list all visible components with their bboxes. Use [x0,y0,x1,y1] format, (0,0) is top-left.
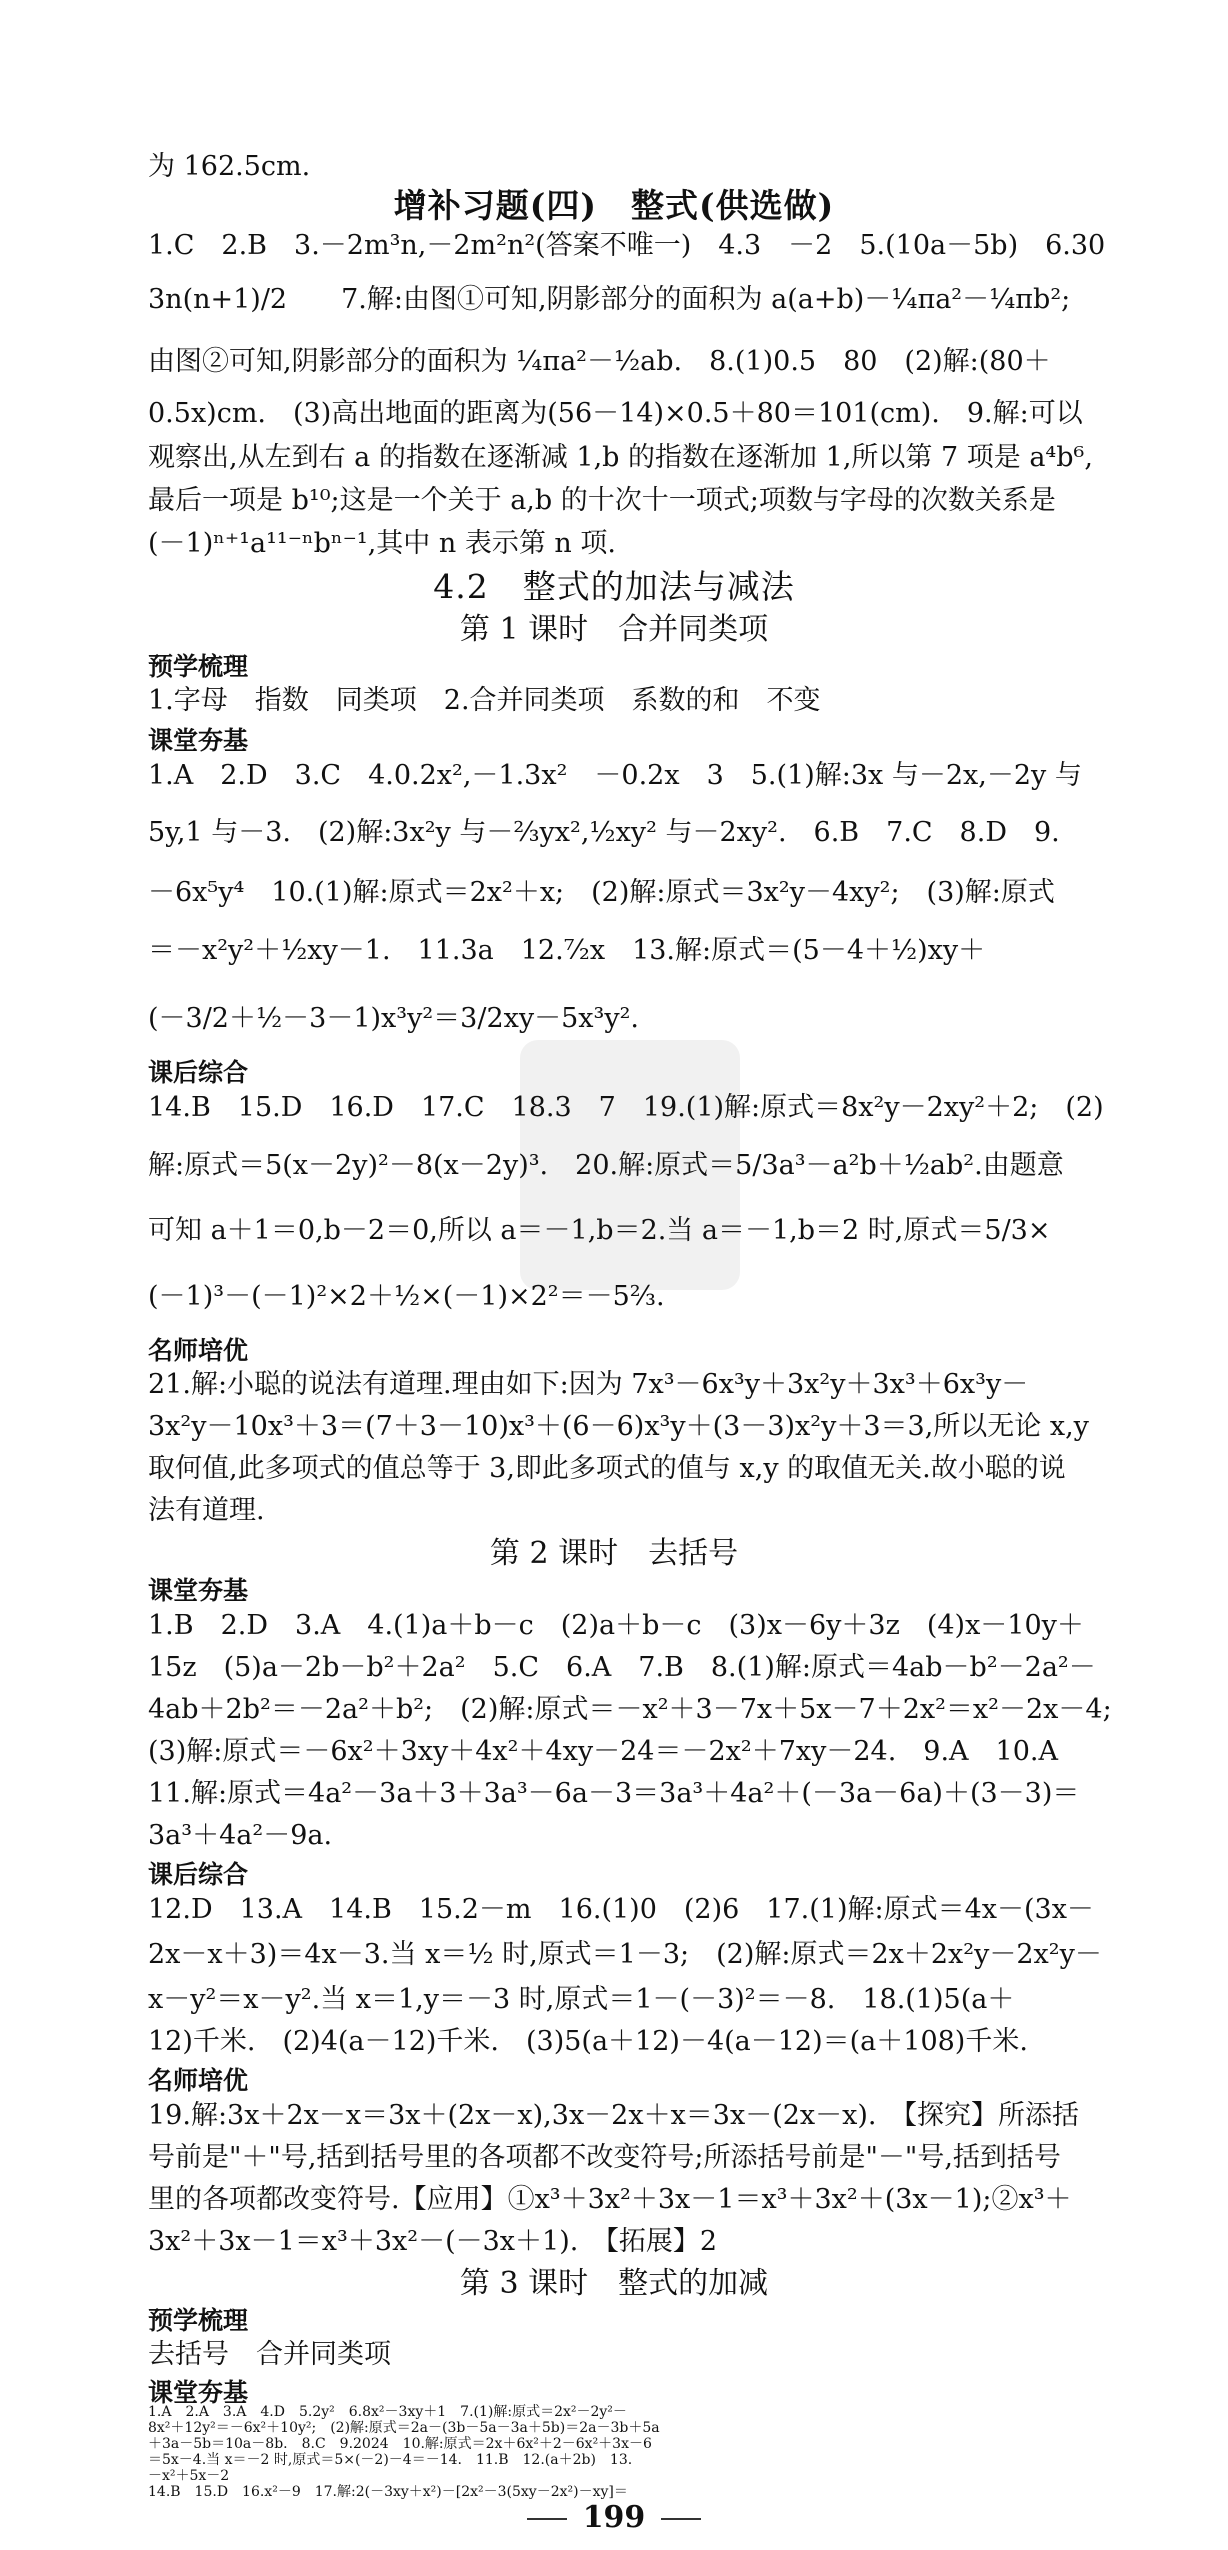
text-line: 里的各项都改变符号.【应用】①x³＋3x²＋3x－1＝x³＋3x²＋(3x－1);②x³＋ [148,2184,1072,2215]
text-line: 3x²＋3x－1＝x³＋3x²－(－3x＋1). 【拓展】2 [148,2226,718,2257]
page-number-dash-right [661,2518,701,2520]
text-line: 1.A 2.A 3.A 4.D 5.2y² 6.8x²－3xy＋1 7.(1)解:原式＝2x²－2y²－ [148,2404,627,2420]
text-line: 11.解:原式＝4a²－3a＋3＋3a³－6a－3＝3a³＋4a²＋(－3a－6a)＋(3－3)＝ [148,1778,1080,1809]
text-line: 取何值,此多项式的值总等于 3,即此多项式的值与 x,y 的取值无关.故小聪的说 [148,1453,1066,1484]
text-line: (－1)³－(－1)²×2＋½×(－1)×2²＝－5⅔. [148,1281,665,1312]
text-line: 19.解:3x＋2x－x＝3x＋(2x－x),3x－2x＋x＝3x－(2x－x). 【探究】所添括 [148,2100,1079,2131]
text-line: 15z (5)a－2b－b²＋2a² 5.C 6.A 7.B 8.(1)解:原式＝4ab－b²－2a²－ [148,1652,1096,1683]
text-line: 可知 a＋1＝0,b－2＝0,所以 a＝－1,b＝2.当 a＝－1,b＝2 时,原式＝5/3× [148,1215,1051,1246]
page-number-dash-left [527,2518,567,2520]
text-line: 去括号 合并同类项 [148,2339,391,2370]
text-line: 3a³＋4a²－9a. [148,1820,333,1851]
text-line: 解:原式＝5(x－2y)²－8(x－2y)³. 20.解:原式＝5/3a³－a²b＋½ab².由题意 [148,1150,1064,1181]
text-line: 14.B 15.D 16.D 17.C 18.3 7 19.(1)解:原式＝8x²y－2xy²＋2; (2) [148,1092,1104,1123]
text-line: 1.字母 指数 同类项 2.合并同类项 系数的和 不变 [148,685,821,716]
text-line: 4ab＋2b²＝－2a²＋b²; (2)解:原式＝－x²＋3－7x＋5x－7＋2x²＝x²－2x－4; [148,1694,1112,1725]
text-line: ＋3a－5b＝10a－8b. 8.C 9.2024 10.解:原式＝2x＋6x²＋2－6x²＋3x－6 [148,2436,652,2452]
page-number-text: 199 [582,2500,646,2535]
text-line: 0.5x)cm. (3)高出地面的距离为(56－14)×0.5＋80＝101(cm). 9.解:可以 [148,398,1083,429]
text-line: (3)解:原式＝－6x²＋3xy＋4x²＋4xy－24＝－2x²＋7xy－24. 9.A 10.A [148,1736,1058,1767]
text-line: －x²＋5x－2 [148,2468,230,2484]
text-line: 1.A 2.D 3.C 4.0.2x²,－1.3x² －0.2x 3 5.(1)解:3x 与－2x,－2y 与 [148,760,1082,791]
text-line: ＝－x²y²＋½xy－1. 11.3a 12.⁷⁄₂x 13.解:原式＝(5－4＋½)xy＋ [148,935,986,966]
label-classroom: 课堂夯基 [148,2378,249,2407]
label-after-class: 课后综合 [148,1058,249,1087]
text-line: 2x－x＋3)＝4x－3.当 x＝½ 时,原式＝1－3; (2)解:原式＝2x＋2x²y－2x²y－ [148,1939,1102,1970]
text-line: 1.C 2.B 3.－2m³n,－2m²n²(答案不唯一) 4.3 －2 5.(10a－5b) 6.30 [148,230,1106,261]
text-line: 21.解:小聪的说法有道理.理由如下:因为 7x³－6x³y＋3x²y＋3x³＋6x³y－ [148,1369,1029,1400]
lesson-heading: 第 1 课时 合并同类项 [459,612,769,647]
text-line: 号前是"＋"号,括到括号里的各项都不改变符号;所添括号前是"－"号,括到括号 [148,2142,1061,2173]
page-number [0,2500,1228,2535]
text-line: (－1)ⁿ⁺¹a¹¹⁻ⁿbⁿ⁻¹,其中 n 表示第 n 项. [148,528,616,559]
text-line: 为 162.5cm. [148,151,311,182]
label-classroom: 课堂夯基 [148,726,249,755]
text-line: 观察出,从左到右 a 的指数在逐渐减 1,b 的指数在逐渐加 1,所以第 7 项是 a⁴b⁶, [148,442,1093,473]
text-line: ＝5x－4.当 x＝－2 时,原式＝5×(－2)－4＝－14. 11.B 12.(a＋2b) 13. [148,2452,633,2468]
lesson-heading: 第 2 课时 去括号 [489,1536,739,1571]
text-line: 3n(n+1)/2 7.解:由图①可知,阴影部分的面积为 a(a+b)－¼πa²－¼πb²; [148,284,1071,315]
text-line: 最后一项是 b¹⁰;这是一个关于 a,b 的十次十一项式;项数与字母的次数关系是 [148,485,1056,516]
label-after-class: 课后综合 [148,1860,249,1889]
text-line: 由图②可知,阴影部分的面积为 ¼πa²－½ab. 8.(1)0.5 80 (2)解:(80＋ [148,346,1051,377]
text-line: x－y²＝x－y².当 x＝1,y＝－3 时,原式＝1－(－3)²＝－8. 18.(1)5(a＋ [148,1984,1015,2015]
text-line: (－3/2＋½－3－1)x³y²＝3/2xy－5x³y². [148,1003,639,1034]
lesson-heading: 第 3 课时 整式的加减 [459,2266,769,2301]
label-teacher: 名师培优 [148,1336,249,1365]
text-line: 1.B 2.D 3.A 4.(1)a＋b－c (2)a＋b－c (3)x－6y＋3z (4)x－10y＋ [148,1610,1084,1641]
text-line: 12.D 13.A 14.B 15.2－m 16.(1)0 (2)6 17.(1)解:原式＝4x－(3x－ [148,1894,1094,1925]
text-line: －6x⁵y⁴ 10.(1)解:原式＝2x²＋x; (2)解:原式＝3x²y－4xy²; (3)解:原式 [148,877,1055,908]
section-heading: 4.2 整式的加法与减法 [433,567,795,606]
text-line: 5y,1 与－3. (2)解:3x²y 与－⅔yx²,½xy² 与－2xy². 6.B 7.C 8.D 9. [148,817,1060,848]
text-line: 8x²＋12y²＝－6x²＋10y²; (2)解:原式＝2a－(3b－5a－3a＋5b)＝2a－3b＋5a [148,2420,660,2436]
label-preview: 预学梳理 [148,2306,249,2335]
text-line: 14.B 15.D 16.x²－9 17.解:2(－3xy＋x²)－[2x²－3(5xy－2x²)－xy]＝ [148,2484,628,2500]
supplementary-heading: 增补习题(四) 整式(供选做) [393,186,835,225]
text-line: 12)千米. (2)4(a－12)千米. (3)5(a＋12)－4(a－12)＝(a＋108)千米. [148,2026,1028,2057]
text-line: 法有道理. [148,1495,265,1526]
text-line: 3x²y－10x³＋3＝(7＋3－10)x³＋(6－6)x³y＋(3－3)x²y＋3＝3,所以无论 x,y [148,1411,1089,1442]
label-teacher: 名师培优 [148,2066,249,2095]
label-classroom: 课堂夯基 [148,1576,249,1605]
label-preview: 预学梳理 [148,652,249,681]
